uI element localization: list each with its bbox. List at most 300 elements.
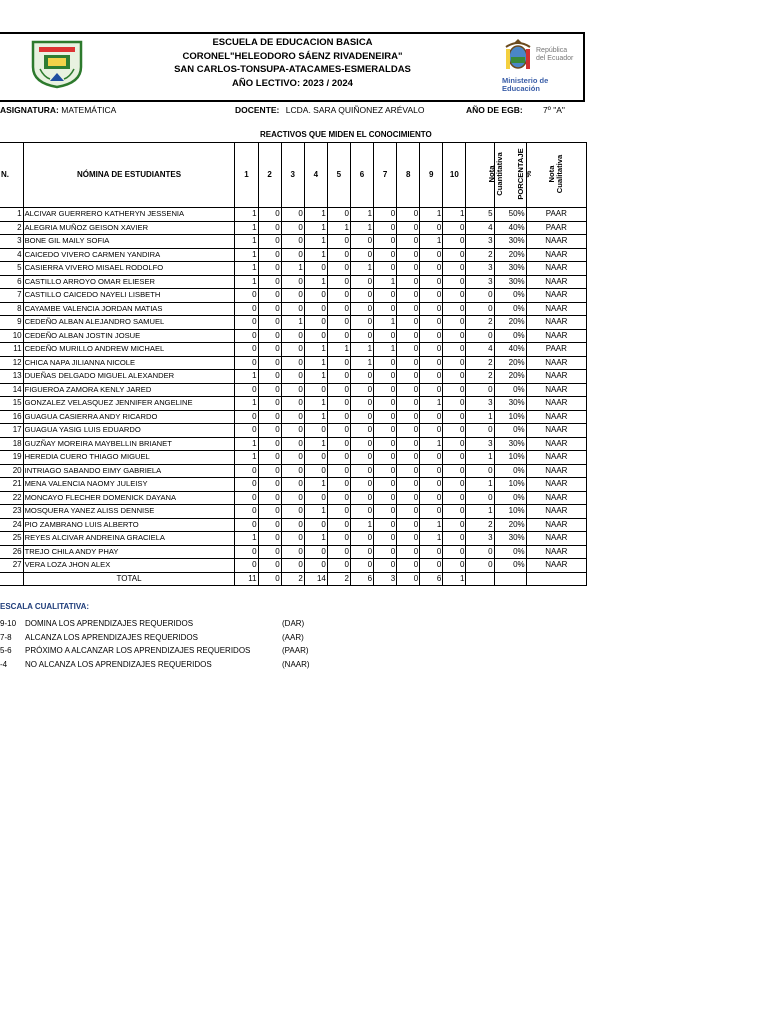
nota-cualitativa: NAAR [526,451,586,465]
row-number: 24 [0,518,23,532]
item-score: 0 [350,316,373,330]
subject-field [0,104,116,116]
item-score: 0 [327,505,350,519]
item-score: 0 [374,545,397,559]
anio-label: AÑO DE EGB: [466,105,523,115]
item-score: 0 [258,559,281,573]
item-score: 0 [443,275,466,289]
item-score: 0 [235,316,258,330]
item-score: 0 [374,478,397,492]
item-score: 0 [420,424,443,438]
item-score: 0 [327,437,350,451]
item-score: 0 [327,302,350,316]
ecuador-coat-of-arms-icon [502,39,534,73]
item-score: 0 [350,545,373,559]
nota-cuantitativa: 0 [466,491,494,505]
nota-cuantitativa: 4 [466,343,494,357]
table-row [0,518,587,532]
table-row [0,370,587,384]
item-total: 14 [304,572,327,586]
item-score: 0 [235,545,258,559]
porcentaje: 0% [494,559,526,573]
item-score: 0 [350,248,373,262]
item-score: 0 [235,424,258,438]
student-name: CASIERRA VIVERO MISAEL RODOLFO [23,262,235,276]
porcentaje: 30% [494,532,526,546]
item-score: 1 [304,356,327,370]
item-total: 6 [350,572,373,586]
item-score: 0 [258,397,281,411]
nota-cuantitativa: 0 [466,559,494,573]
nota-cuantitativa: 5 [466,208,494,222]
item-score: 0 [235,491,258,505]
scale-code: (AAR) [282,632,304,642]
item-score: 0 [327,532,350,546]
student-name: CEDEÑO ALBAN JOSTIN JOSUE [23,329,235,343]
item-score: 0 [235,559,258,573]
porcentaje: 0% [494,545,526,559]
student-name: GUAGUA CASIERRA ANDY RICARDO [23,410,235,424]
item-score: 0 [258,329,281,343]
nota-cuantitativa: 3 [466,275,494,289]
item-score: 0 [281,208,304,222]
item-score: 0 [258,532,281,546]
reactivos-title: REACTIVOS QUE MIDEN EL CONOCIMIENTO [260,130,432,139]
nota-cuantitativa: 0 [466,424,494,438]
item-score: 0 [304,491,327,505]
row-number: 14 [0,383,23,397]
item-score: 0 [397,424,420,438]
item-score: 0 [374,464,397,478]
nota-cuantitativa: 1 [466,478,494,492]
item-score: 1 [374,275,397,289]
header-item-5: 5 [327,143,350,208]
item-score: 1 [304,235,327,249]
porcentaje: 10% [494,478,526,492]
ministry-logo [500,39,584,94]
row-number: 13 [0,370,23,384]
item-score: 0 [374,491,397,505]
item-score: 0 [235,289,258,303]
item-score: 0 [374,302,397,316]
table-row [0,221,587,235]
item-score: 0 [374,437,397,451]
nota-cualitativa: NAAR [526,235,586,249]
item-score: 0 [327,289,350,303]
republica-label: República del Ecuador [536,47,574,62]
item-score: 0 [327,518,350,532]
student-name: CEDEÑO MURILLO ANDREW MICHAEL [23,343,235,357]
item-score: 0 [443,343,466,357]
item-score: 0 [281,505,304,519]
item-score: 0 [397,275,420,289]
grade-field [466,104,565,116]
row-number: 11 [0,343,23,357]
grades-table [0,142,587,586]
item-score: 0 [258,424,281,438]
item-score: 0 [443,451,466,465]
item-score: 0 [420,248,443,262]
item-score: 0 [350,410,373,424]
item-total: 2 [327,572,350,586]
scale-code: (NAAR) [282,659,310,669]
item-score: 0 [258,370,281,384]
item-score: 0 [443,478,466,492]
item-score: 0 [420,505,443,519]
item-score: 0 [443,329,466,343]
nota-cualitativa: NAAR [526,532,586,546]
porcentaje: 0% [494,329,526,343]
table-row [0,383,587,397]
item-score: 0 [420,302,443,316]
header-item-3: 3 [281,143,304,208]
nota-cuantitativa: 4 [466,221,494,235]
nota-cuantitativa: 2 [466,370,494,384]
nota-cualitativa: PAAR [526,208,586,222]
table-row [0,410,587,424]
header-item-1: 1 [235,143,258,208]
item-score: 0 [350,505,373,519]
item-score: 0 [258,221,281,235]
item-score: 0 [235,302,258,316]
nota-cualitativa: NAAR [526,424,586,438]
item-score: 0 [327,424,350,438]
item-score: 0 [258,518,281,532]
item-score: 0 [397,478,420,492]
nota-cuantitativa: 2 [466,316,494,330]
row-number: 4 [0,248,23,262]
item-score: 1 [281,262,304,276]
item-total: 0 [397,572,420,586]
totals-empty-cell [466,572,494,586]
scale-row [0,644,330,658]
item-score: 0 [420,329,443,343]
nota-cuantitativa: 0 [466,302,494,316]
ministerio-label: Ministerio de Educación [502,76,549,93]
nota-cuantitativa: 3 [466,262,494,276]
item-score: 1 [443,208,466,222]
nota-cualitativa: NAAR [526,262,586,276]
item-score: 0 [350,275,373,289]
item-score: 0 [420,478,443,492]
item-score: 0 [281,437,304,451]
anio-value: 7º "A" [543,105,565,115]
row-number: 21 [0,478,23,492]
nota-cuantitativa: 0 [466,545,494,559]
item-score: 0 [258,343,281,357]
item-score: 0 [304,383,327,397]
nota-cualitativa: NAAR [526,545,586,559]
item-score: 0 [281,302,304,316]
item-score: 0 [443,545,466,559]
row-number: 16 [0,410,23,424]
item-score: 0 [327,410,350,424]
item-score: 0 [281,383,304,397]
nota-cualitativa: NAAR [526,316,586,330]
porcentaje: 0% [494,491,526,505]
item-score: 1 [350,221,373,235]
table-row [0,275,587,289]
item-score: 0 [281,451,304,465]
item-score: 0 [397,208,420,222]
item-score: 0 [258,275,281,289]
item-score: 1 [304,397,327,411]
item-score: 0 [397,289,420,303]
table-row [0,356,587,370]
item-score: 1 [350,343,373,357]
item-score: 0 [397,343,420,357]
student-name: GONZALEZ VELASQUEZ JENNIFER ANGELINE [23,397,235,411]
row-number: 10 [0,329,23,343]
item-score: 0 [397,356,420,370]
porcentaje: 0% [494,464,526,478]
item-total: 1 [443,572,466,586]
item-score: 0 [304,302,327,316]
porcentaje: 20% [494,370,526,384]
item-score: 0 [443,383,466,397]
item-score: 0 [443,437,466,451]
item-score: 0 [258,451,281,465]
item-score: 0 [304,316,327,330]
item-score: 0 [258,289,281,303]
item-score: 0 [327,235,350,249]
porcentaje: 40% [494,221,526,235]
school-logo [30,39,84,89]
row-number: 3 [0,235,23,249]
item-score: 0 [443,262,466,276]
item-score: 1 [304,221,327,235]
item-score: 0 [374,289,397,303]
item-score: 0 [420,316,443,330]
item-score: 0 [443,235,466,249]
item-score: 0 [327,356,350,370]
item-score: 1 [350,518,373,532]
item-score: 0 [327,248,350,262]
item-score: 0 [420,221,443,235]
item-score: 0 [235,356,258,370]
item-score: 1 [235,532,258,546]
nota-cuantitativa: 0 [466,289,494,303]
item-score: 1 [304,437,327,451]
item-score: 0 [443,464,466,478]
item-score: 0 [327,316,350,330]
student-name: CAICEDO VIVERO CARMEN YANDIRA [23,248,235,262]
school-header [0,32,585,102]
item-score: 1 [420,397,443,411]
nota-cualitativa: NAAR [526,518,586,532]
nota-cualitativa: NAAR [526,289,586,303]
item-score: 0 [304,464,327,478]
student-name: GUAGUA YASIG LUIS EDUARDO [23,424,235,438]
item-score: 0 [374,451,397,465]
scale-code: (DAR) [282,619,305,628]
item-score: 1 [374,343,397,357]
item-score: 0 [258,262,281,276]
table-row [0,248,587,262]
item-score: 0 [327,370,350,384]
item-score: 0 [397,451,420,465]
item-score: 0 [327,329,350,343]
porcentaje: 30% [494,437,526,451]
student-name: CASTILLO ARROYO OMAR ELIESER [23,275,235,289]
item-score: 0 [350,370,373,384]
item-score: 0 [397,559,420,573]
item-score: 0 [235,329,258,343]
item-score: 0 [443,532,466,546]
item-score: 0 [350,289,373,303]
nota-cualitativa: NAAR [526,302,586,316]
item-score: 0 [443,559,466,573]
item-score: 1 [235,275,258,289]
porcentaje: 10% [494,410,526,424]
item-score: 0 [443,316,466,330]
item-score: 0 [258,478,281,492]
item-score: 1 [235,437,258,451]
item-score: 0 [281,518,304,532]
item-score: 0 [443,302,466,316]
student-name: FIGUEROA ZAMORA KENLY JARED [23,383,235,397]
item-score: 0 [350,491,373,505]
item-score: 0 [443,221,466,235]
header-item-9: 9 [420,143,443,208]
totals-spacer [0,572,23,586]
item-score: 0 [397,491,420,505]
student-name: PIO ZAMBRANO LUIS ALBERTO [23,518,235,532]
item-score: 0 [281,235,304,249]
item-score: 1 [420,532,443,546]
row-number: 7 [0,289,23,303]
item-score: 0 [350,437,373,451]
item-total: 11 [235,572,258,586]
item-score: 0 [374,208,397,222]
nota-cualitativa: NAAR [526,248,586,262]
item-score: 0 [443,505,466,519]
table-row [0,397,587,411]
item-score: 0 [258,437,281,451]
nota-cualitativa: NAAR [526,397,586,411]
item-score: 0 [374,410,397,424]
student-name: INTRIAGO SABANDO EIMY GABRIELA [23,464,235,478]
row-number: 22 [0,491,23,505]
item-score: 0 [281,356,304,370]
item-score: 0 [374,221,397,235]
table-row [0,464,587,478]
item-score: 0 [281,491,304,505]
student-name: CASTILLO CAICEDO NAYELI LISBETH [23,289,235,303]
row-number: 12 [0,356,23,370]
student-name: MOSQUERA YANEZ ALISS DENNISE [23,505,235,519]
item-score: 0 [350,302,373,316]
nota-cualitativa: NAAR [526,329,586,343]
table-header-row [0,143,587,208]
item-total: 0 [258,572,281,586]
school-name: ESCUELA DE EDUCACION BASICA [212,37,373,48]
item-score: 0 [235,383,258,397]
student-name: MONCAYO FLECHER DOMENICK DAYANA [23,491,235,505]
item-score: 1 [304,532,327,546]
row-number: 8 [0,302,23,316]
item-score: 0 [374,248,397,262]
table-row [0,505,587,519]
table-row [0,424,587,438]
table-row [0,491,587,505]
item-score: 1 [304,208,327,222]
item-score: 0 [304,329,327,343]
header-nomina: NÓMINA DE ESTUDIANTES [23,143,235,208]
porcentaje: 30% [494,262,526,276]
item-score: 0 [443,491,466,505]
totals-empty-cell [526,572,586,586]
item-score: 0 [258,491,281,505]
item-score: 0 [304,545,327,559]
porcentaje: 20% [494,356,526,370]
item-score: 1 [304,275,327,289]
school-year: AÑO LECTIVO: 2023 / 2024 [232,77,353,89]
item-score: 0 [350,451,373,465]
nota-cuantitativa: 3 [466,235,494,249]
item-score: 0 [443,370,466,384]
nota-cualitativa: NAAR [526,478,586,492]
scale-description: PRÓXIMO A ALCANZAR LOS APRENDIZAJES REQUERIDOS [25,646,251,655]
item-score: 0 [374,518,397,532]
item-score: 0 [443,410,466,424]
item-score: 0 [281,370,304,384]
row-number: 2 [0,221,23,235]
item-score: 0 [350,532,373,546]
item-score: 0 [397,410,420,424]
row-number: 25 [0,532,23,546]
item-score: 0 [443,424,466,438]
item-score: 0 [258,248,281,262]
student-name: BONE GIL MAILY SOFIA [23,235,235,249]
nota-cuantitativa: 0 [466,383,494,397]
item-score: 0 [304,424,327,438]
nota-cualitativa: NAAR [526,370,586,384]
item-score: 0 [374,235,397,249]
item-score: 0 [258,464,281,478]
student-name: TREJO CHILA ANDY PHAY [23,545,235,559]
item-score: 0 [350,464,373,478]
totals-row [0,572,587,586]
header-n: N. [0,143,23,208]
item-score: 0 [420,451,443,465]
row-number: 6 [0,275,23,289]
item-score: 0 [397,397,420,411]
item-score: 1 [304,478,327,492]
school-title-block [150,36,435,90]
item-score: 1 [235,235,258,249]
table-row [0,208,587,222]
item-score: 1 [235,370,258,384]
item-score: 0 [420,356,443,370]
porcentaje: 30% [494,275,526,289]
item-score: 0 [397,221,420,235]
item-score: 0 [281,329,304,343]
student-name: DUEÑAS DELGADO MIGUEL ALEXANDER [23,370,235,384]
item-score: 0 [443,289,466,303]
item-score: 1 [304,343,327,357]
student-name: HEREDIA CUERO THIAGO MIGUEL [23,451,235,465]
school-patron: CORONEL"HELEODORO SÁENZ RIVADENEIRA" [182,50,403,62]
item-score: 1 [327,343,350,357]
item-score: 0 [397,518,420,532]
item-score: 1 [235,451,258,465]
table-row [0,289,587,303]
nota-cuantitativa: 2 [466,356,494,370]
scale-code: (PAAR) [282,646,309,655]
porcentaje: 50% [494,208,526,222]
scale-range: 5-6 [0,646,12,655]
